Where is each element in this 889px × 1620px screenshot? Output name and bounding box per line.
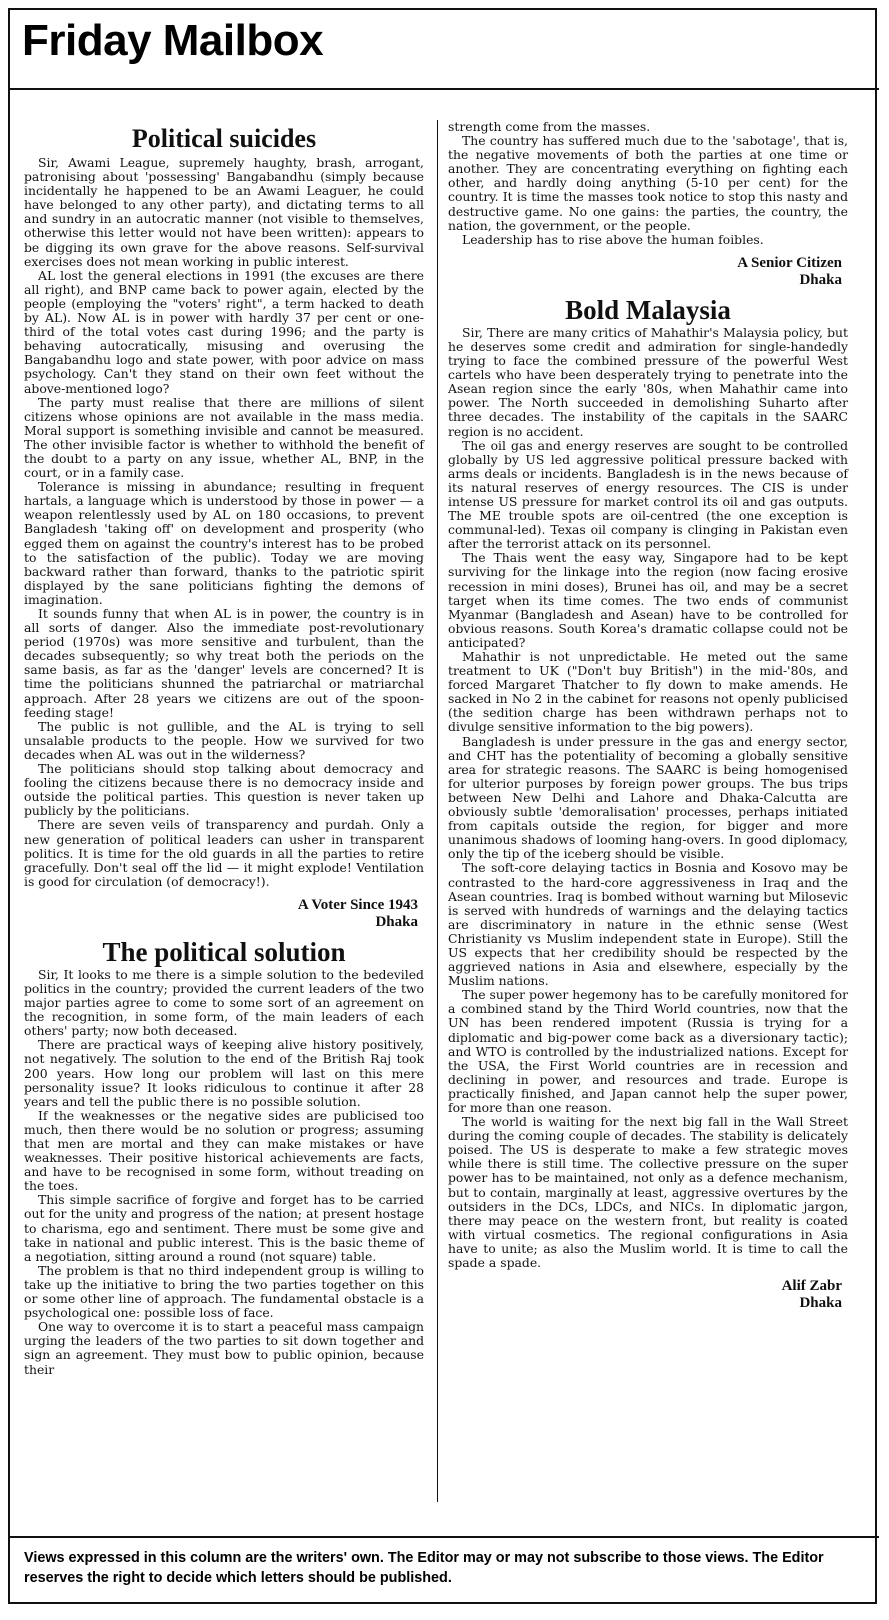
paragraph: The world is waiting for the next big fall in the Wall Street during the coming couple of decades. The stability is delicately poised. The US is desperate to make a few strategic moves while there is still time. The collective pressure on the super power has to be maintained, not only as a defence mechanism, but to contain, marginally at least, aggressive overtures by the outsiders in the DCs, LDCs, and NICs. In diplomatic jargon, there may peace on the western front, but reality is coated with virtual cosmetics. The regional configurations in Asia have to unite; as also the Muslim world. It is time to call the spade a spade. xyxy=(448,1114,848,1271)
signature-name: Alif Zabr xyxy=(781,1278,842,1295)
paragraph: The politicians should stop talking about democracy and fooling the citizens because there is no democracy inside and outside the political parties. This question is never taken up publicly by the politicians. xyxy=(24,761,424,819)
paragraph: Mahathir is not unpredictable. He meted out the same treatment to UK ("Don't buy British") in the mid-'80s, and forced Margaret Thatcher to fly down to make amends. He sacked in No 2 in the cabinet for reasons not openly publicised (the sedition charge has been withdrawn perhaps not to divulge sensitive information to the big powers). xyxy=(448,649,848,735)
signature xyxy=(448,255,842,289)
masthead-rule xyxy=(10,88,879,90)
paragraph: The public is not gullible, and the AL is trying to sell unsalable products to the people. How we survived for two decades when AL was out in the wilderness? xyxy=(24,718,424,762)
paragraph: The country has suffered much due to the 'sabotage', that is, the negative movements of both the parties at one time or another. They are concentrating everything on fighting each other, and hardly doing anything (5-10 per cent) for the country. It is time the masses took notice to stop this nasty and destructive game. No one gains: the parties, the country, the nation, the government, or the people. xyxy=(448,133,848,233)
paragraph: AL lost the general elections in 1991 (the excuses are there all right), and BNP came back to power again, elected by the people (employing the "voters' right", a term hacked to death by AL). Now AL is in power with hardly 37 per cent or one-third of the total votes cast during 1996; and the party is behaving autocratically, misusing and overusing the Bangabandhu logo and state power, with poor advice on mass psychology. Can't they stand on their own feet without the above-mentioned logo? xyxy=(24,267,424,396)
signature xyxy=(448,1278,842,1312)
footer-rule xyxy=(10,1536,879,1538)
paragraph: Bangladesh is under pressure in the gas and energy sector, and CHT has the potentiality of becoming a globally sensitive area for strategic reasons. The SAARC is being homogenised for ulterior purposes by foreign power groups. The bus trips between New Delhi and Lahore and Dhaka-Calcutta are obviously subtle 'demoralisation' processes, perhaps initiated from capitals outside the region, for bigger and more unanimous shadows of looming hang-overs. In good diplomacy, only the tip of the iceberg should be visible. xyxy=(448,733,848,862)
headline: Political suicides xyxy=(131,124,317,153)
paragraph: Leadership has to rise above the human foibles. xyxy=(462,231,764,247)
masthead: Friday Mailbox xyxy=(22,16,324,65)
paragraph: There are seven veils of transparency and purdah. Only a new generation of political leaders can usher in transparent politics. It is time for the old guards in all the parties to retire gracefully. Don't seal off the lid — it might explode! Ventilation is good for circulation (of democracy!). xyxy=(24,817,424,889)
letter-political-solution-continued xyxy=(448,120,848,289)
paragraph: Sir, There are many critics of Mahathir's Malaysia policy, but he deserves some credit and admiration for single-handedly trying to face the combined pressure of the powerful West cartels who have been desperately trying to penetrate into the Asean region since the early '80s, when Mahathir came into power. The North succeeded in demolishing Suharto after three decades. The instability of the capitals in the SAARC region is no accident. xyxy=(448,324,848,439)
signature-city: Dhaka xyxy=(375,913,418,930)
signature-city: Dhaka xyxy=(799,1295,842,1312)
signature-city: Dhaka xyxy=(799,271,842,288)
paragraph: The problem is that no third independent group is willing to take up the initiative to bring the two parties together on this or some other line of approach. The fundamental obstacle is a psychological one: possible loss of face. xyxy=(24,1262,424,1321)
editorial-disclaimer: Views expressed in this column are the writers' own. The Editor may or may not subscribe to those views. The Editor reserves the right to decide which letters should be published. xyxy=(24,1550,824,1586)
paragraph: It sounds funny that when AL is in power, the country is in all sorts of danger. Also the immediate post-revolutionary period (1970s) was more sensitive and turbulent, than the decades subsequently; so why treat both the periods on the same basis, as far as the 'danger' levels are concerned? It is time the politicians shunned the patriarchal or matriarchal approach. After 28 years we citizens are out of the spoon-feeding stage! xyxy=(24,606,424,720)
left-column xyxy=(24,120,424,1377)
paragraph: The soft-core delaying tactics in Bosnia and Kosovo may be contrasted to the hard-core aggressiveness in Iraq and the Asean countries. Iraq is bombed without warning but Milosevic is served with hundreds of warnings and the delaying tactics are discriminatory in nature in the ethnic sense (West Christianity vs Muslim independent state in Europe). Still the US expects that her credibility should be respected by the aggrieved nations in Asia and elsewhere, especially by the Muslim nations. xyxy=(448,860,848,989)
paragraph: One way to overcome it is to start a peaceful mass campaign urging the leaders of the two parties to sit down together and sign an agreement. They must bow to public opinion, because their xyxy=(24,1319,424,1377)
paragraph: Sir, It looks to me there is a simple solution to the bedeviled politics in the country; provided the current leaders of the two major parties agree to come to some sort of an agreement on the recognition, in some form, of the main leaders of each others' party; now both deceased. xyxy=(24,966,424,1039)
headline: The political solution xyxy=(102,936,346,967)
paragraph: If the weaknesses or the negative sides are publicised too much, then there would be no solution or progress; assuming that men are mortal and they can make mistakes or have weaknesses. Their positive historical achievements are facts, and have to be recognised in some form, without treading on the toes. xyxy=(24,1107,424,1194)
signature-name: A Voter Since 1943 xyxy=(297,896,418,913)
paragraph: The oil gas and energy reserves are sought to be controlled globally by US led aggressive political pressure backed with arms deals or incidents. Bangladesh is in the news because of its natural reserves of energy resources. The CIS is under intense US pressure for market control its oil and gas outputs. The ME trouble spots are oil-centred (the one exception is communal-led). Texas oil company is clinging in Pakistan even after the terrorist attack on its personnel. xyxy=(448,437,848,552)
headline: Bold Malaysia xyxy=(565,294,731,325)
right-column xyxy=(448,120,848,1312)
paragraph: This simple sacrifice of forgive and forget has to be carried out for the unity and progress of the nation; at present hostage to charisma, ego and sentiment. There must be some give and take in national and public interest. This is the basic theme of a negotiation, sitting around a round (not square) table. xyxy=(24,1192,424,1264)
paragraph: The super power hegemony has to be carefully monitored for a combined stand by the Third World countries, now that the UN has been rendered impotent (Russia is trying for a diplomatic and big-power come back as a diversionary tactic); and WTO is controlled by the industrialized nations. Except for the USA, the First World countries are in recession and declining in power, and resources and trade. Europe is practically finished, and Japan cannot help the super power, for more than one reason. xyxy=(448,987,848,1115)
signature xyxy=(24,897,418,931)
paragraph: Sir, Awami League, supremely haughty, brash, arrogant, patronising about 'possessing' Bangabandhu (simply because incidentally he happened to be an Awami Leaguer, he could have belonged to any other party), and dictating terms to all and sundry in an autocratic manner (not visible to themselves, otherwise this letter would not have been written): appears to be digging its own grave for the above reasons. Self-survival exercises does not mean working in public interest. xyxy=(24,155,424,269)
letter-bold-malaysia xyxy=(448,295,848,1312)
column-divider xyxy=(437,120,438,1502)
paragraph: The party must realise that there are millions of silent citizens whose opinions are not available in the mass media. Moral support is something invisible and cannot be measured. The other invisible factor is whether to withhold the benefit of the doubt to a party on any issue, whether AL, BNP, in the court, or in a family case. xyxy=(24,394,424,481)
paragraph: The Thais went the easy way, Singapore had to be kept surviving for the linkage into the region (now facing erosive recession in mini doses), Brunei has oil, and may be a secret target when its time comes. The two ends of communist Myanmar (Bangladesh and Asean) have to be controlled for obvious reasons. South Korea's dramatic collapse could not be anticipated? xyxy=(448,550,848,650)
paragraph: strength come from the masses. xyxy=(448,119,651,134)
letter-political-solution xyxy=(24,937,424,1377)
signature-name: A Senior Citizen xyxy=(737,254,842,271)
letter-political-suicides xyxy=(24,124,424,931)
paragraph: Tolerance is missing in abundance; resulting in frequent hartals, a language which is understood by those in power — a weapon relentlessly used by AL on 180 occasions, to prevent Bangladesh 'taking off' on development and prosperity (who egged them on against the country's interest has to be probed to the satisfaction of the public). Today we are moving backward rather than forward, thanks to the patriotic spirit displayed by the sane politicians fighting the demons of imagination. xyxy=(24,479,424,607)
paragraph: There are practical ways of keeping alive history positively, not negatively. The solution to the end of the British Raj took 200 years. How long our problem will last on this mere personality issue? It looks ridiculous to continue it after 28 years and tell the public there is no possible solution. xyxy=(24,1037,424,1109)
